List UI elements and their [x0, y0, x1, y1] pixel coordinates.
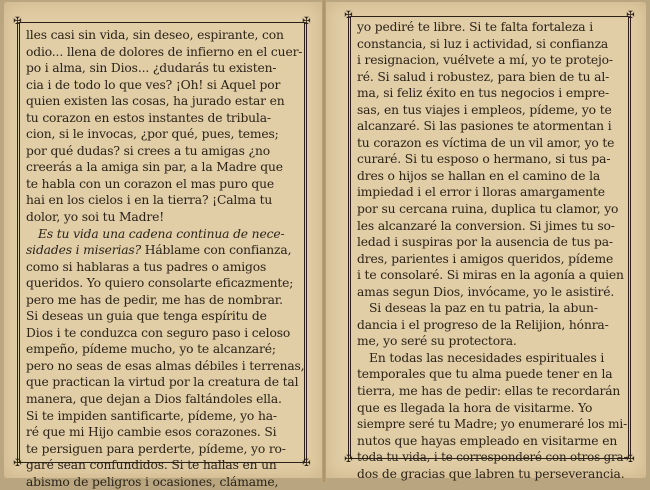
text-line: Si deseas la paz en tu patria, la abun-	[369, 301, 598, 316]
text-line: constancia, si luz i actividad, si confianza	[357, 36, 609, 51]
corner-ornament-icon: ✠	[13, 458, 22, 469]
text-line: quien existen las cosas, ha jurado estar en	[26, 94, 285, 109]
text-line: Si deseas un guia que tenga espíritu de	[26, 309, 267, 324]
text-line: odio... llena de dolores de infierno en el cuer-	[26, 44, 303, 59]
text-line: siempre seré tu Madre; yo enumeraré los mi-	[357, 417, 627, 432]
italic-text-line: Es tu vida una cadena continua de nece-	[38, 226, 285, 241]
corner-ornament-icon: ✠	[344, 10, 353, 21]
text-line: garé sean confundidos. Si te hallas en un	[26, 458, 277, 473]
text-line: cia i de todo lo que ves? ¡Oh! si Aquel por	[26, 77, 281, 92]
text-line: me, yo seré su protectora.	[357, 334, 517, 349]
text-line: empeño, pídeme mucho, yo te alcanzaré;	[26, 342, 276, 357]
text-run: Háblame con confianza,	[141, 243, 292, 258]
text-line: ledad i suspiras por la ausencia de tus pa-	[357, 235, 613, 250]
text-line: ma, si feliz éxito en tus negocios i empre-	[357, 86, 610, 101]
text-line: dres o hijos se hallan en el camino de la	[357, 168, 601, 183]
text-line: lles casi sin vida, sin deseo, espirante, con	[26, 28, 284, 42]
text-line: queridos. Yo quiero consolarte eficazmente;	[26, 276, 294, 291]
text-line: En todas las necesidades espirituales i	[369, 350, 605, 365]
text-line: toda tu vida, i te corresponderé con otros gra-	[357, 450, 627, 465]
text-line: como si hablaras a tus padres o amigos	[26, 259, 267, 274]
left-page-text	[26, 27, 304, 490]
right-page-text	[357, 19, 627, 482]
text-line: tierra, me has de pedir: ellas te recordarán	[357, 384, 621, 399]
text-line: i te consolaré. Si miras en la agonía a quien	[357, 268, 624, 283]
left-page	[4, 2, 322, 489]
text-line: que practican la virtud por la creatura de tal	[26, 375, 299, 390]
corner-ornament-icon: ✠	[626, 10, 635, 21]
text-line: te habla con un corazon el mas puro que	[26, 176, 275, 191]
text-line: dos de gracias que labren tu perseverancia.	[357, 466, 625, 481]
italic-phrase: sidades i miserias?	[26, 243, 142, 258]
text-line: i resignacion, vuélvete a mí, yo te protejo-	[357, 53, 613, 68]
text-line: te persiguen para perderte, pídeme, yo ro-	[26, 441, 286, 456]
text-line	[26, 242, 304, 259]
text-line: tu corazon es víctima de un vil amor, yo te	[357, 135, 615, 150]
text-line: temporales que tu alma puede tener en la	[357, 367, 613, 382]
text-line: por qué dudas? si crees a tu amigas ¿no	[26, 143, 270, 158]
text-line: Si te impiden santificarte, pídeme, yo ha-	[26, 408, 277, 423]
text-line: manera, que dejan a Dios faltándoles ella.	[26, 392, 282, 407]
text-line: dancia i el progreso de la Relijion, hónra-	[357, 317, 609, 332]
text-line: abismo de peligros i ocasiones, clámame,	[26, 474, 279, 489]
text-line: por su cercana ruina, duplica tu clamor, yo	[357, 202, 619, 217]
text-line: amas segun Dios, invócame, yo le asistiré.	[357, 284, 615, 299]
text-line: pero me has de pedir, me has de nombrar.	[26, 292, 283, 307]
corner-ornament-icon: ✠	[13, 16, 22, 27]
text-line: po i alma, sin Dios... ¿dudarás tu existen-	[26, 61, 277, 76]
corner-ornament-icon: ✠	[302, 16, 311, 27]
text-line: sas, en tus viajes i empleos, pídeme, yo te	[357, 102, 612, 117]
text-line: cion, si le invocas, ¿por qué, pues, temes;	[26, 127, 279, 142]
text-line: nutos que hayas empleado en visitarme en	[357, 433, 618, 448]
text-line: que es llegada la hora de visitarme. Yo	[357, 400, 593, 415]
text-line: dolor, yo soi tu Madre!	[26, 210, 164, 225]
text-line: alcanzaré. Si las pasiones te atormentan i	[357, 119, 612, 134]
text-line: curaré. Si tu esposo o hermano, si tus pa-	[357, 152, 611, 167]
corner-ornament-icon: ✠	[626, 454, 635, 465]
text-line: ré. Si salud i robustez, para bien de tu al-	[357, 69, 610, 84]
text-line: dres, parientes i amigos queridos, pídeme	[357, 251, 614, 266]
text-line: pero no seas de esas almas débiles i terrenas,	[26, 358, 304, 373]
right-page	[326, 2, 646, 481]
text-line: creerás a la amiga sin par, a la Madre que	[26, 160, 283, 175]
text-line: yo pediré te libre. Si te falta fortaleza i	[357, 20, 594, 34]
corner-ornament-icon: ✠	[302, 458, 311, 469]
text-line: impiedad i el error i lloras amargamente	[357, 185, 605, 200]
text-line: ré que mi Hijo cambie esos corazones. Si	[26, 425, 277, 440]
text-line: tu corazon en estos instantes de tribula-	[26, 110, 271, 125]
text-line: les alcanzaré la conversion. Si jimes tu so-	[357, 218, 615, 233]
corner-ornament-icon: ✠	[344, 454, 353, 465]
text-line: Dios i te conduzca con seguro paso i celoso	[26, 325, 291, 340]
text-line: hai en los cielos i en la tierra? ¡Calma tu	[26, 193, 273, 208]
